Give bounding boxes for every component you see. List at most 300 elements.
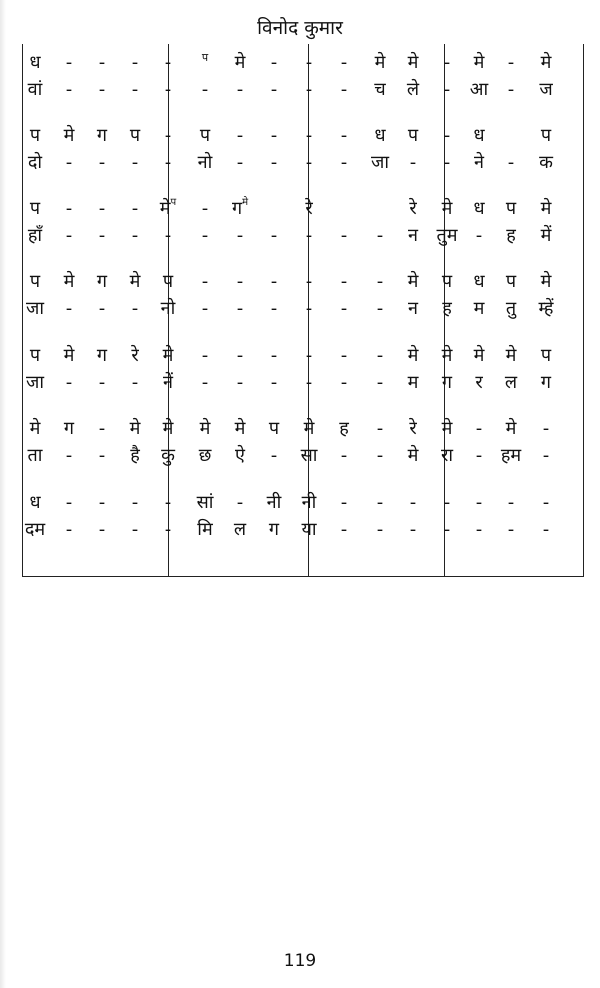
swara-text: मे [473, 52, 485, 73]
lyric-syllable [531, 150, 561, 175]
swara-note [120, 269, 150, 294]
swara-note [20, 123, 50, 148]
notation-block [23, 50, 585, 104]
swara-note [496, 343, 526, 368]
lyric-syllable [225, 296, 255, 321]
swara-text: - [376, 418, 384, 439]
lyric-syllable [190, 296, 220, 321]
lyric-text: आ [469, 79, 489, 100]
lyric-text: - [201, 225, 209, 246]
lyric-text: - [542, 445, 550, 466]
swara-note [464, 196, 494, 221]
lyric-text: - [507, 79, 515, 100]
lyric-syllable [259, 77, 289, 102]
swara-text: - [542, 418, 550, 439]
swara-note [365, 196, 395, 221]
lyric-text: हम [500, 445, 522, 466]
swara-note [329, 416, 359, 441]
lyric-syllable [464, 223, 494, 248]
lyric-text: ले [406, 79, 420, 100]
lyric-text: - [270, 79, 278, 100]
lyric-text: - [376, 225, 384, 246]
notation-block [23, 490, 585, 544]
swara-note [496, 269, 526, 294]
notation-block [23, 269, 585, 323]
swara-text: रे [409, 198, 417, 219]
swara-text: - [542, 492, 550, 513]
swara-note [496, 196, 526, 221]
lyric-syllable [398, 443, 428, 468]
lyric-text: - [131, 79, 139, 100]
swara-note [365, 490, 395, 515]
swara-note [329, 50, 359, 75]
lyric-syllable [153, 223, 183, 248]
lyric-syllable [365, 370, 395, 395]
swara-note [225, 416, 255, 441]
lyric-text: - [340, 445, 348, 466]
lyric-text: च [374, 79, 386, 100]
swara-note [432, 50, 462, 75]
swara-text: रे [305, 198, 313, 219]
lyric-syllable [329, 296, 359, 321]
lyric-text: - [475, 225, 483, 246]
lyric-text: जा [25, 298, 45, 319]
lyric-text: - [65, 225, 73, 246]
swara-note [87, 343, 117, 368]
lyric-line [23, 443, 585, 468]
lyric-text: - [340, 225, 348, 246]
swara-text: मे [199, 418, 211, 439]
swara-note [20, 490, 50, 515]
lyric-text: म्हें [538, 298, 554, 319]
swara-note [87, 50, 117, 75]
lyric-text: - [270, 445, 278, 466]
lyric-text: - [65, 152, 73, 173]
swara-note [496, 416, 526, 441]
swara-text: - [340, 125, 348, 146]
lyric-syllable [153, 370, 183, 395]
swara-note [294, 416, 324, 441]
lyric-line [23, 370, 585, 395]
swara-text: - [236, 492, 244, 513]
swara-text: मे [129, 271, 141, 292]
lyric-syllable [259, 517, 289, 542]
swara-text: मे [63, 345, 75, 366]
swara-text: - [305, 125, 313, 146]
swara-text: - [270, 345, 278, 366]
swara-line [23, 50, 585, 75]
swara-note [294, 196, 324, 221]
swara-note [531, 50, 561, 75]
swara-text: ग [63, 418, 75, 439]
lyric-syllable [20, 223, 50, 248]
swara-note [259, 416, 289, 441]
lyric-text: में [540, 225, 552, 246]
lyric-syllable [54, 150, 84, 175]
lyric-syllable [190, 150, 220, 175]
swara-text: - [340, 271, 348, 292]
lyric-text: - [542, 519, 550, 540]
lyric-syllable [259, 370, 289, 395]
swara-note [329, 490, 359, 515]
swara-text: मे [29, 418, 41, 439]
swara-text: मे [162, 418, 174, 439]
lyric-line [23, 223, 585, 248]
swara-text: - [475, 418, 483, 439]
swara-text: मे [129, 418, 141, 439]
swara-text: - [201, 271, 209, 292]
swara-text: - [98, 52, 106, 73]
lyric-syllable [329, 517, 359, 542]
swara-text: मे [505, 418, 517, 439]
swara-text: ध [29, 492, 41, 513]
lyric-text: दम [24, 519, 46, 540]
lyric-text: - [507, 519, 515, 540]
lyric-text: - [340, 79, 348, 100]
swara-text: सां [196, 492, 214, 513]
swara-text: - [270, 271, 278, 292]
swara-note [464, 490, 494, 515]
swara-text: प [162, 271, 174, 292]
lyric-syllable [294, 223, 324, 248]
swara-text: मे [540, 198, 552, 219]
lyric-text: - [131, 519, 139, 540]
lyric-line [23, 150, 585, 175]
swara-text: मे [159, 198, 171, 219]
swara-note [464, 50, 494, 75]
lyric-text: मि [197, 519, 213, 540]
lyric-text: - [65, 445, 73, 466]
lyric-syllable [87, 150, 117, 175]
lyric-text: म [407, 372, 419, 393]
lyric-syllable [365, 443, 395, 468]
swara-note [225, 343, 255, 368]
swara-text: - [507, 492, 515, 513]
swara-text: ग [96, 345, 108, 366]
swara-note [190, 416, 220, 441]
lyric-text: - [236, 372, 244, 393]
lyric-text: - [236, 298, 244, 319]
lyric-syllable [432, 443, 462, 468]
swara-text: - [164, 52, 172, 73]
lyric-text: ल [504, 372, 518, 393]
swara-note [153, 50, 183, 75]
swara-note [225, 50, 255, 75]
lyric-syllable [259, 443, 289, 468]
swara-text: ध [29, 52, 41, 73]
swara-note [398, 343, 428, 368]
lyric-syllable [464, 443, 494, 468]
lyric-syllable [496, 296, 526, 321]
lyric-text: - [409, 519, 417, 540]
lyric-text: क [539, 152, 553, 173]
swara-text: - [443, 52, 451, 73]
swara-text: मे [303, 418, 315, 439]
lyric-text: ग [540, 372, 552, 393]
lyric-text: - [65, 298, 73, 319]
music-notation-table [22, 44, 584, 577]
lyric-syllable [87, 77, 117, 102]
swara-text: - [305, 52, 313, 73]
lyric-syllable [432, 517, 462, 542]
swara-text: ध [473, 271, 485, 292]
swara-note [20, 196, 50, 221]
swara-text: - [340, 345, 348, 366]
lyric-syllable [20, 370, 50, 395]
lyric-text: - [270, 225, 278, 246]
lyric-syllable [294, 517, 324, 542]
page-header-author: विनोद कुमार [257, 17, 343, 39]
swara-text: प [505, 198, 517, 219]
lyric-syllable [329, 150, 359, 175]
lyric-syllable [464, 296, 494, 321]
swara-note [153, 343, 183, 368]
lyric-syllable [294, 296, 324, 321]
swara-note [398, 123, 428, 148]
lyric-syllable [398, 517, 428, 542]
lyric-text: - [201, 372, 209, 393]
swara-note [464, 416, 494, 441]
swara-text: - [409, 492, 417, 513]
lyric-syllable [259, 296, 289, 321]
swara-note [259, 123, 289, 148]
swara-text: मे [234, 52, 246, 73]
lyric-syllable [190, 370, 220, 395]
swara-note [20, 269, 50, 294]
lyric-text: ता [27, 445, 43, 466]
swara-text: नी [301, 492, 317, 513]
swara-note [259, 490, 289, 515]
swara-note [398, 416, 428, 441]
lyric-text: - [201, 298, 209, 319]
lyric-syllable [120, 223, 150, 248]
lyric-text: न [408, 225, 418, 246]
swara-note [365, 269, 395, 294]
lyric-syllable [329, 223, 359, 248]
lyric-syllable [54, 77, 84, 102]
lyric-syllable [365, 77, 395, 102]
lyric-text: ऐ [235, 445, 245, 466]
lyric-text: - [164, 152, 172, 173]
swara-note [153, 123, 183, 148]
lyric-syllable [398, 150, 428, 175]
notation-block [23, 416, 585, 470]
swara-text: - [507, 52, 515, 73]
swara-text: - [305, 345, 313, 366]
swara-note [120, 490, 150, 515]
swara-note [531, 490, 561, 515]
lyric-syllable [398, 370, 428, 395]
swara-note [398, 50, 428, 75]
swara-note [190, 196, 220, 221]
swara-text: प [129, 125, 141, 146]
swara-text: रे [131, 345, 139, 366]
swara-note [531, 123, 561, 148]
lyric-text: - [65, 372, 73, 393]
swara-text: मे [374, 52, 386, 73]
swara-text: - [131, 198, 139, 219]
kan-swar-grace-note: मे [242, 197, 249, 208]
swara-note [398, 490, 428, 515]
swara-text: प [199, 125, 211, 146]
swara-text: मे [441, 345, 453, 366]
swara-text: ध [374, 125, 386, 146]
swara-text: मे [441, 198, 453, 219]
lyric-syllable [294, 370, 324, 395]
lyric-syllable [365, 517, 395, 542]
swara-text: - [201, 198, 209, 219]
swara-line [23, 123, 585, 148]
lyric-text: - [270, 298, 278, 319]
lyric-syllable [398, 223, 428, 248]
lyric-text: - [236, 152, 244, 173]
lyric-text: रा [440, 445, 454, 466]
swara-text: मे [540, 271, 552, 292]
swara-text: ग [96, 125, 108, 146]
lyric-syllable [120, 370, 150, 395]
lyric-text: नें [163, 372, 173, 393]
swara-text: प [29, 271, 41, 292]
lyric-syllable [20, 517, 50, 542]
lyric-text: र [475, 372, 483, 393]
lyric-text: - [131, 298, 139, 319]
lyric-text: नो [160, 298, 176, 319]
lyric-text: - [164, 225, 172, 246]
lyric-text: - [443, 152, 451, 173]
swara-note [54, 269, 84, 294]
swara-text: - [443, 125, 451, 146]
swara-note [464, 123, 494, 148]
swara-text: ध [473, 125, 485, 146]
swara-text: मे [234, 418, 246, 439]
lyric-syllable [294, 77, 324, 102]
swara-note [153, 490, 183, 515]
lyric-text: - [376, 445, 384, 466]
swara-text: - [443, 492, 451, 513]
swara-text: मे [63, 125, 75, 146]
lyric-syllable [259, 223, 289, 248]
swara-note [153, 416, 183, 441]
swara-note [432, 416, 462, 441]
swara-text: - [340, 492, 348, 513]
lyric-text: - [270, 372, 278, 393]
swara-line [23, 196, 585, 221]
lyric-syllable [54, 517, 84, 542]
lyric-text: मे [407, 445, 419, 466]
swara-text: - [164, 125, 172, 146]
swara-note [432, 196, 462, 221]
swara-note [329, 123, 359, 148]
swara-text: - [305, 271, 313, 292]
lyric-syllable [54, 223, 84, 248]
swara-text: प [441, 271, 453, 292]
lyric-syllable [225, 150, 255, 175]
lyric-text: - [340, 298, 348, 319]
swara-text: प [201, 51, 209, 64]
lyric-syllable [120, 296, 150, 321]
lyric-syllable [120, 77, 150, 102]
lyric-syllable [153, 150, 183, 175]
swara-note [190, 123, 220, 148]
swara-text: - [376, 271, 384, 292]
lyric-syllable [432, 77, 462, 102]
lyric-syllable [20, 443, 50, 468]
lyric-text: है [130, 445, 140, 466]
swara-text: प [29, 125, 41, 146]
lyric-text: - [98, 225, 106, 246]
lyric-text: - [131, 152, 139, 173]
lyric-text: कु [161, 445, 175, 466]
swara-text: - [65, 492, 73, 513]
swara-text: - [201, 345, 209, 366]
swara-note [531, 416, 561, 441]
swara-text: मे [441, 418, 453, 439]
lyric-text: सा [300, 445, 318, 466]
lyric-text: - [164, 79, 172, 100]
swara-note [20, 343, 50, 368]
lyric-syllable [496, 77, 526, 102]
lyric-syllable [54, 296, 84, 321]
swara-text: - [98, 492, 106, 513]
lyric-text: - [305, 372, 313, 393]
lyric-syllable [20, 77, 50, 102]
swara-note [329, 269, 359, 294]
lyric-syllable [259, 150, 289, 175]
lyric-syllable [531, 223, 561, 248]
lyric-text: - [131, 225, 139, 246]
lyric-text: ग [441, 372, 453, 393]
swara-note [259, 343, 289, 368]
lyric-text: - [98, 79, 106, 100]
lyric-text: - [270, 152, 278, 173]
lyric-text: - [507, 152, 515, 173]
lyric-syllable [153, 517, 183, 542]
lyric-text: - [409, 152, 417, 173]
lyric-syllable [464, 77, 494, 102]
lyric-line [23, 77, 585, 102]
swara-note [20, 416, 50, 441]
swara-text: - [475, 492, 483, 513]
lyric-syllable [54, 443, 84, 468]
lyric-syllable [464, 150, 494, 175]
lyric-syllable [432, 370, 462, 395]
swara-note [496, 490, 526, 515]
lyric-text: या [301, 519, 317, 540]
lyric-syllable [225, 223, 255, 248]
lyric-text: - [376, 298, 384, 319]
swara-note [259, 50, 289, 75]
swara-note [225, 196, 255, 221]
swara-text: मे [505, 345, 517, 366]
swara-note [365, 416, 395, 441]
swara-text: प [505, 271, 517, 292]
lyric-syllable [87, 296, 117, 321]
lyric-text: वां [27, 79, 43, 100]
lyric-text: ज [539, 79, 553, 100]
swara-note [531, 196, 561, 221]
swara-note [259, 196, 289, 221]
swara-text: ह [339, 418, 349, 439]
lyric-syllable [87, 223, 117, 248]
swara-note [432, 343, 462, 368]
lyric-text: - [98, 519, 106, 540]
lyric-text: - [131, 372, 139, 393]
swara-note [190, 343, 220, 368]
lyric-text: - [340, 372, 348, 393]
lyric-syllable [398, 296, 428, 321]
swara-note [294, 50, 324, 75]
lyric-syllable [87, 370, 117, 395]
